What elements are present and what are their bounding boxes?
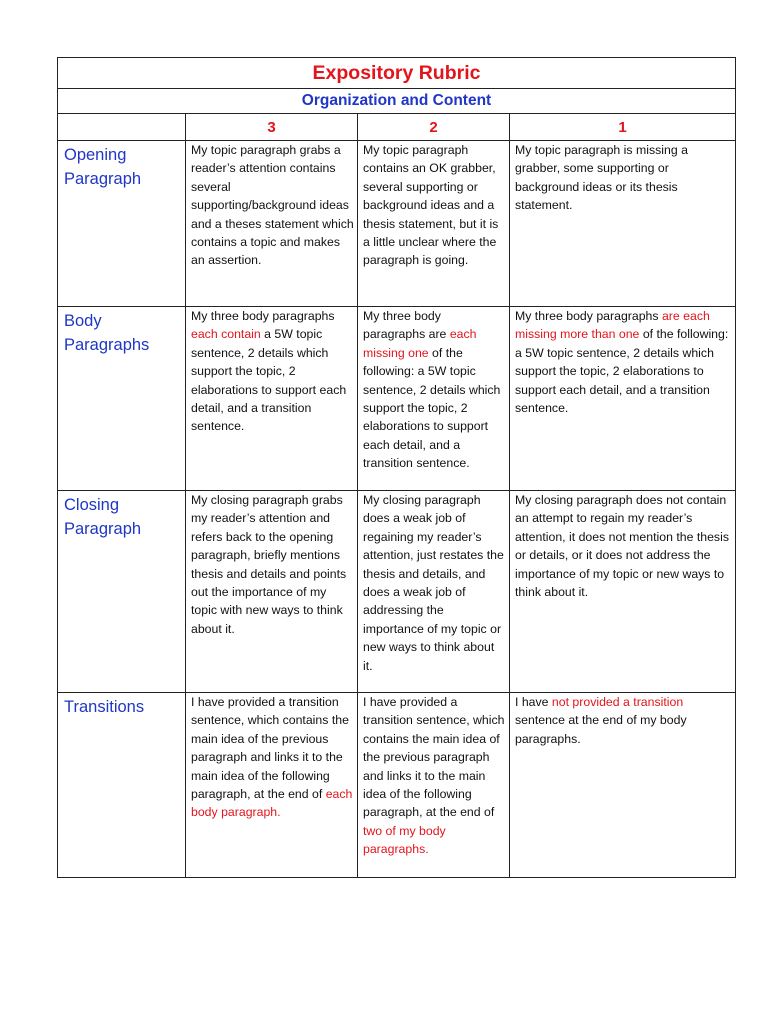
criterion-label: Body Paragraphs — [58, 307, 186, 491]
highlighted-text: each body paragraph. — [191, 787, 353, 820]
descriptor-text: I have — [515, 695, 552, 709]
descriptor-score-1 — [510, 491, 736, 693]
criterion-label: Opening Paragraph — [58, 141, 186, 307]
descriptor-text: My topic paragraph contains an OK grabber, several supporting or background ideas and a thesis statement, but it is a little unclear where the paragraph is going. — [363, 143, 499, 268]
score-header-row — [58, 114, 736, 141]
score-header-1: 1 — [510, 114, 736, 141]
rubric-subtitle: Organization and Content — [58, 89, 736, 114]
title-row — [58, 58, 736, 89]
descriptor-score-1 — [510, 307, 736, 491]
descriptor-text: My three body paragraphs are — [363, 309, 450, 342]
descriptor-score-1 — [510, 693, 736, 878]
highlighted-text: are each missing more than one — [515, 309, 710, 342]
descriptor-text: My closing paragraph does not contain an attempt to regain my reader’s attention, it does not mention the thesis or details, or it does not address the importance of my topic or new ways to think about it. — [515, 493, 729, 600]
descriptor-score-3 — [186, 141, 358, 307]
descriptor-text: My three body paragraphs — [515, 309, 662, 323]
criterion-label: Transitions — [58, 693, 186, 878]
score-header-blank — [58, 114, 186, 141]
highlighted-text: each missing one — [363, 327, 477, 360]
descriptor-score-3 — [186, 307, 358, 491]
descriptor-score-2 — [358, 307, 510, 491]
descriptor-text: My topic paragraph grabs a reader’s attention contains several supporting/background ideas and a theses statement which contains a topic and makes an assertion. — [191, 143, 354, 268]
score-header-2: 2 — [358, 114, 510, 141]
criterion-row — [58, 491, 736, 693]
descriptor-score-2 — [358, 141, 510, 307]
descriptor-text: My closing paragraph grabs my reader’s attention and refers back to the opening paragraph, briefly mentions thesis and details and points out the importance of my topic with new ways to think about it. — [191, 493, 347, 636]
descriptor-score-2 — [358, 491, 510, 693]
descriptor-text: of the following: a 5W topic sentence, 2 details which support the topic, 2 elaborations to support each detail, and a transition sentence. — [363, 345, 501, 471]
highlighted-text: each contain — [191, 327, 261, 342]
criterion-label: Closing Paragraph — [58, 491, 186, 693]
descriptor-text: sentence at the end of my body paragraphs. — [515, 713, 687, 746]
descriptor-text: I have provided a transition sentence, which contains the main idea of the previous paragraph and links it to the main idea of the following paragraph, at the end of — [191, 695, 349, 802]
highlighted-text: not provided a transition — [551, 695, 684, 709]
criterion-row — [58, 141, 736, 307]
descriptor-text: of the following: a 5W topic sentence, 2 details which support the topic, 2 elaborations to support each detail, and a transition sentence. — [515, 327, 729, 416]
highlighted-text: two of my body paragraphs. — [363, 823, 446, 857]
descriptor-score-2 — [358, 693, 510, 878]
rubric-title: Expository Rubric — [58, 58, 736, 89]
score-header-3: 3 — [186, 114, 358, 141]
descriptor-text: a 5W topic sentence, 2 details which support the topic, 2 elaborations to support each detail, and a transition sentence. — [191, 327, 347, 434]
descriptor-score-1 — [510, 141, 736, 307]
criterion-row — [58, 307, 736, 491]
descriptor-text: My closing paragraph does a weak job of regaining my reader’s attention, just restates the thesis and details, and does a weak job of addressing the importance of my topic or new ways to think about it. — [363, 493, 504, 673]
criterion-row — [58, 693, 736, 878]
descriptor-score-3 — [186, 491, 358, 693]
descriptor-score-3 — [186, 693, 358, 878]
descriptor-text: I have provided a transition sentence, which contains the main idea of the previous paragraph and links it to the main idea of the following paragraph, at the end of — [363, 695, 505, 820]
descriptor-text: My three body paragraphs — [191, 309, 335, 323]
rubric-table — [57, 57, 736, 878]
subtitle-row — [58, 89, 736, 114]
descriptor-text: My topic paragraph is missing a grabber, some supporting or background ideas or its thesis statement. — [515, 143, 688, 213]
